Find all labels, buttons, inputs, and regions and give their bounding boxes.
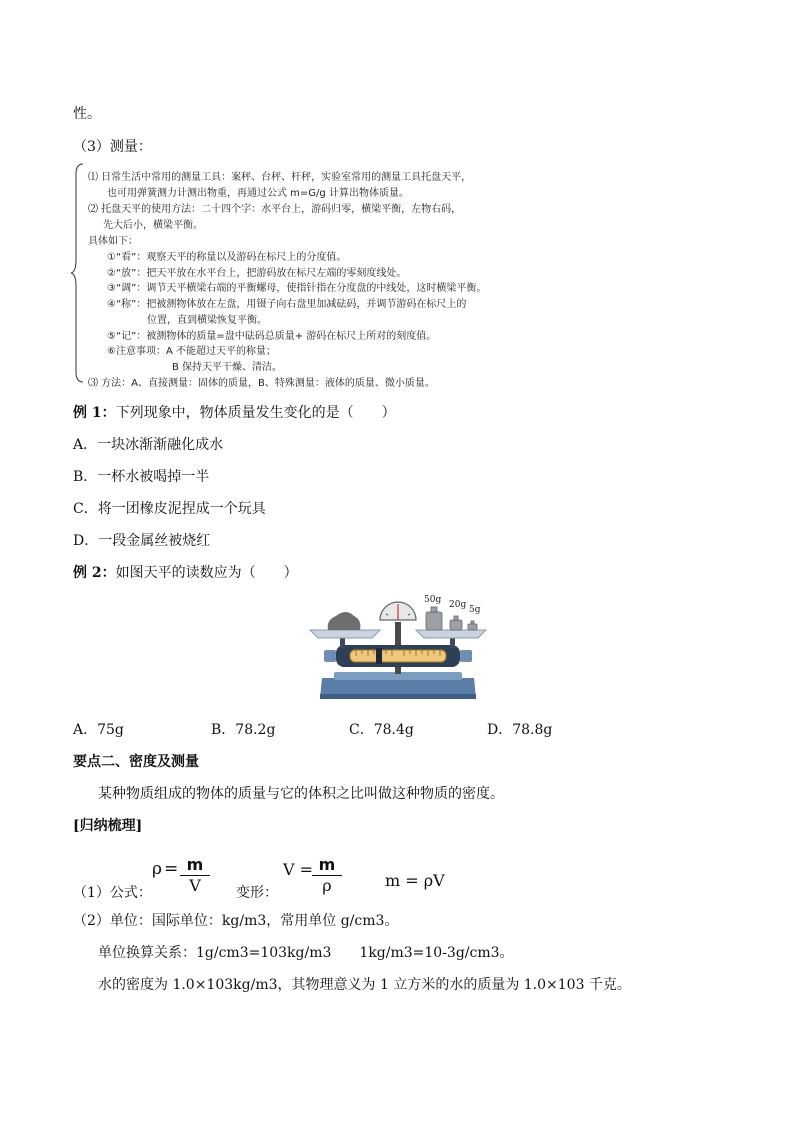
example-1-option-c: C．将一团橡皮泥捏成一个玩具 — [73, 501, 266, 517]
note-line: ⑤“记”：被测物体的质量=盘中砝码总质量+ 游码在标尺上所对的刻度值。 — [107, 331, 437, 342]
formula-m-equals-rhov: m = ρV — [385, 871, 445, 890]
section-3-heading: （3）测量： — [73, 139, 152, 155]
example-2-option-c: C．78.4g — [349, 722, 414, 738]
note-line: ①“看”：观察天平的称量以及游码在标尺上的分度值。 — [107, 252, 347, 263]
fraction-m-over-rho — [312, 855, 342, 895]
formula-label: （1）公式： — [73, 885, 152, 901]
example-2-option-a: A．75g — [73, 722, 124, 738]
note-line: ④“称”：把被测物体放在左盘，用镊子向右盘里加减砝码，并调节游码在标尺上的 — [107, 299, 467, 310]
equals-sign: = — [164, 859, 179, 879]
example-2-text: 如图天平的读数应为（ ） — [115, 565, 298, 581]
fraction-numerator: m — [318, 855, 336, 874]
note-line: ⑶ 方法：A、直接测量：固体的质量，B、特殊测量：液体的质量、微小质量。 — [88, 378, 435, 389]
note-line: 位置，直到横梁恢复平衡。 — [147, 315, 267, 326]
continued-text: 性。 — [73, 106, 101, 122]
note-line: ⑥注意事项：A 不能超过天平的称量； — [107, 346, 276, 357]
example-1-option-b: B．一杯水被喝掉一半 — [73, 469, 210, 485]
example-2-option-d: D．78.8g — [487, 722, 553, 738]
note-line: ⑵ 托盘天平的使用方法：二十四个字：水平台上，游码归零，横梁平衡，左物右码， — [88, 204, 462, 215]
example-1-option-d: D．一段金属丝被烧红 — [73, 533, 211, 549]
note-line: ③“调”：调节天平横梁右端的平衡螺母，使指针指在分度盘的中线处，这时横梁平衡。 — [107, 283, 487, 294]
variant-label: 变形： — [236, 885, 278, 901]
note-line: 具体如下： — [88, 236, 138, 247]
balance-illustration — [300, 590, 496, 704]
example-1-question — [73, 402, 396, 422]
example-1-option-a: A．一块冰渐渐融化成水 — [73, 437, 224, 453]
weight-label-20g: 20g — [449, 600, 467, 610]
unit-line: （2）单位：国际单位：kg/m3，常用单位 g/cm3。 — [73, 913, 399, 929]
weight-label-5g: 5g — [469, 605, 481, 615]
example-1-label: 例 1： — [73, 405, 116, 421]
fraction-numerator: m — [186, 855, 204, 874]
fraction-denominator: ρ — [322, 876, 332, 895]
note-line: 先大后小，横梁平衡。 — [103, 220, 203, 231]
section-title-density: 要点二、密度及测量 — [73, 754, 199, 770]
note-line: ②“放”：把天平放在水平台上，把游码放在标尺左端的零刻度线处。 — [107, 268, 407, 279]
example-2-label: 例 2： — [73, 565, 116, 581]
note-line: B 保持天平干燥、清洁。 — [172, 362, 283, 373]
example-2-question — [73, 562, 298, 582]
formula-rho — [152, 859, 178, 879]
summary-heading: [归纳梳理] — [73, 818, 143, 834]
weight-label-50g: 50g — [424, 595, 442, 605]
note-line: ⑴ 日常生活中常用的测量工具：案秤、台秤、杆秤，实验室常用的测量工具托盘天平， — [88, 172, 472, 183]
example-1-text: 下列现象中，物体质量发生变化的是（ ） — [115, 405, 396, 421]
water-density-line: 水的密度为 1.0×103kg/m3，其物理意义为 1 立方米的水的质量为 1.0×103 千克。 — [98, 977, 631, 993]
example-2-option-b: B．78.2g — [211, 722, 276, 738]
conversion-line: 单位换算关系：1g/cm3=103kg/m3 1kg/m3=10-3g/cm3。 — [98, 945, 514, 961]
fraction-denominator: V — [189, 876, 201, 895]
density-definition: 某种物质组成的物体的质量与它的体积之比叫做这种物质的密度。 — [98, 786, 504, 802]
rho-symbol: ρ — [152, 859, 162, 879]
formula-v-equals: V = — [283, 860, 314, 879]
note-line: 也可用弹簧测力计测出物重，再通过公式 m=G/g 计算出物体质量。 — [107, 188, 409, 199]
fraction-m-over-v — [180, 855, 210, 895]
left-brace-icon — [70, 160, 86, 386]
